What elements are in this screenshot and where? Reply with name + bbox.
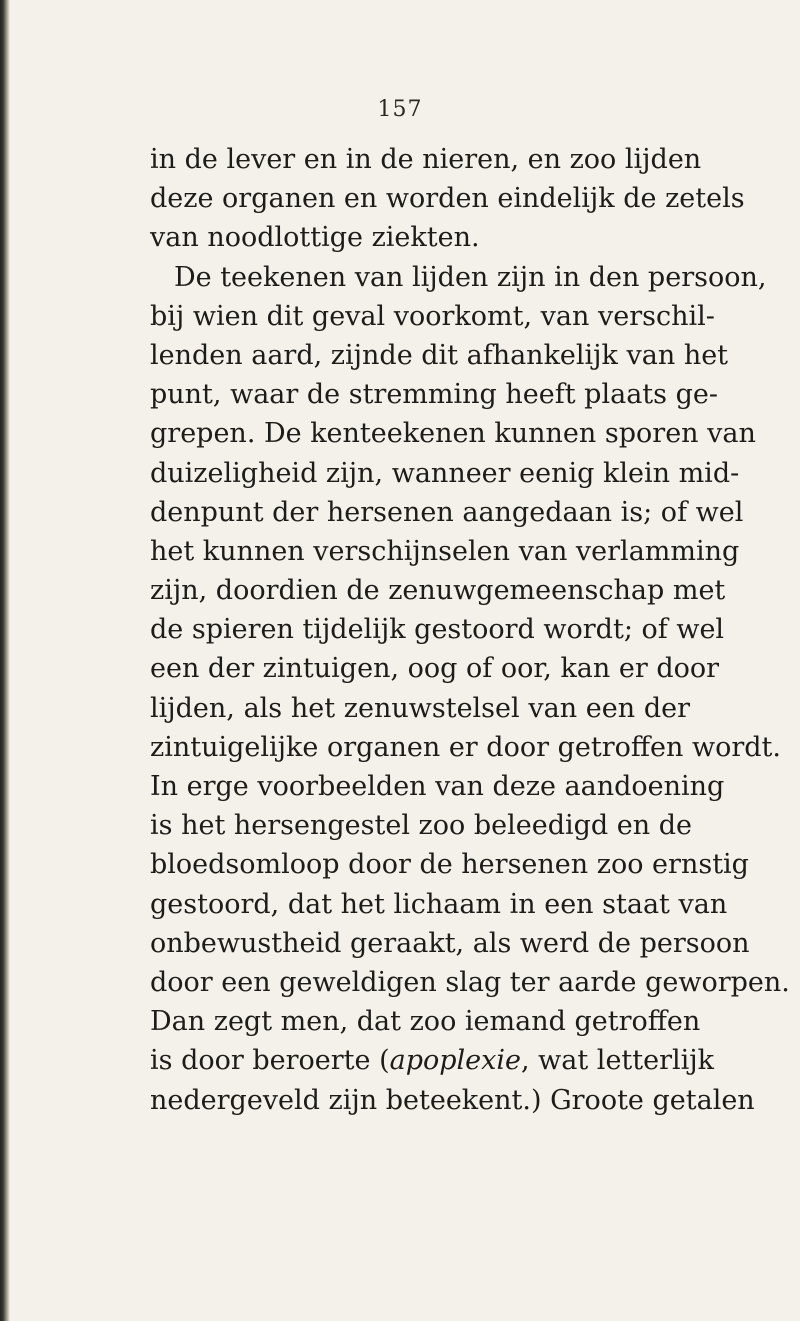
text-line: lijden, als het zenuwstelsel van een der	[150, 692, 690, 724]
text-line: de spieren tijdelijk gestoord wordt; of wel	[150, 614, 725, 646]
text-line-with-italic	[150, 1041, 715, 1080]
page-number: 157	[377, 97, 423, 122]
text-line: deze organen en worden eindelijk de zetels	[150, 183, 745, 215]
text-line: is het hersengestel zoo beleedigd en de	[150, 810, 692, 842]
text-line: zijn, doordien de zenuwgemeenschap met	[150, 575, 726, 607]
body-text	[150, 140, 790, 1120]
text-line: door een geweldigen slag ter aarde geworpen.	[150, 966, 790, 998]
text-line: lenden aard, zijnde dit afhankelijk van het	[150, 339, 729, 371]
text-line: gestoord, dat het lichaam in een staat van	[150, 888, 728, 920]
text-line: bij wien dit geval voorkomt, van verschil-	[150, 300, 715, 332]
text-line: Dan zegt men, dat zoo iemand getroffen	[150, 1006, 701, 1038]
text-line: zintuigelijke organen er door getroffen wordt.	[150, 731, 781, 763]
italic-term-apoplexie: apoplexie	[389, 1045, 521, 1077]
text-line: bloedsomloop door de hersenen zoo ernstig	[150, 849, 749, 881]
text-line: in de lever en in de nieren, en zoo lijden	[150, 144, 702, 175]
text-line: De teekenen van lijden zijn in den persoon,	[174, 261, 767, 293]
text-line: een der zintuigen, oog of oor, kan er door	[150, 653, 720, 685]
page-binding-edge	[0, 0, 10, 1321]
text-line: het kunnen verschijnselen van verlamming	[150, 535, 740, 567]
text-segment: is door beroerte (	[150, 1045, 390, 1077]
text-line: punt, waar de stremming heeft plaats ge-	[150, 379, 718, 411]
text-line: grepen. De kenteekenen kunnen sporen van	[150, 418, 756, 450]
text-line: denpunt der hersenen aangedaan is; of wel	[150, 496, 744, 528]
text-line: duizeligheid zijn, wanneer eenig klein mid-	[150, 457, 740, 489]
text-line: In erge voorbeelden van deze aandoening	[150, 771, 725, 802]
text-line: van noodlottige ziekten.	[150, 222, 480, 254]
text-line: onbewustheid geraakt, als werd de persoon	[150, 927, 750, 959]
text-line: nedergeveld zijn beteekent.) Groote getalen	[150, 1084, 755, 1116]
text-segment: , wat letterlijk	[521, 1045, 715, 1077]
